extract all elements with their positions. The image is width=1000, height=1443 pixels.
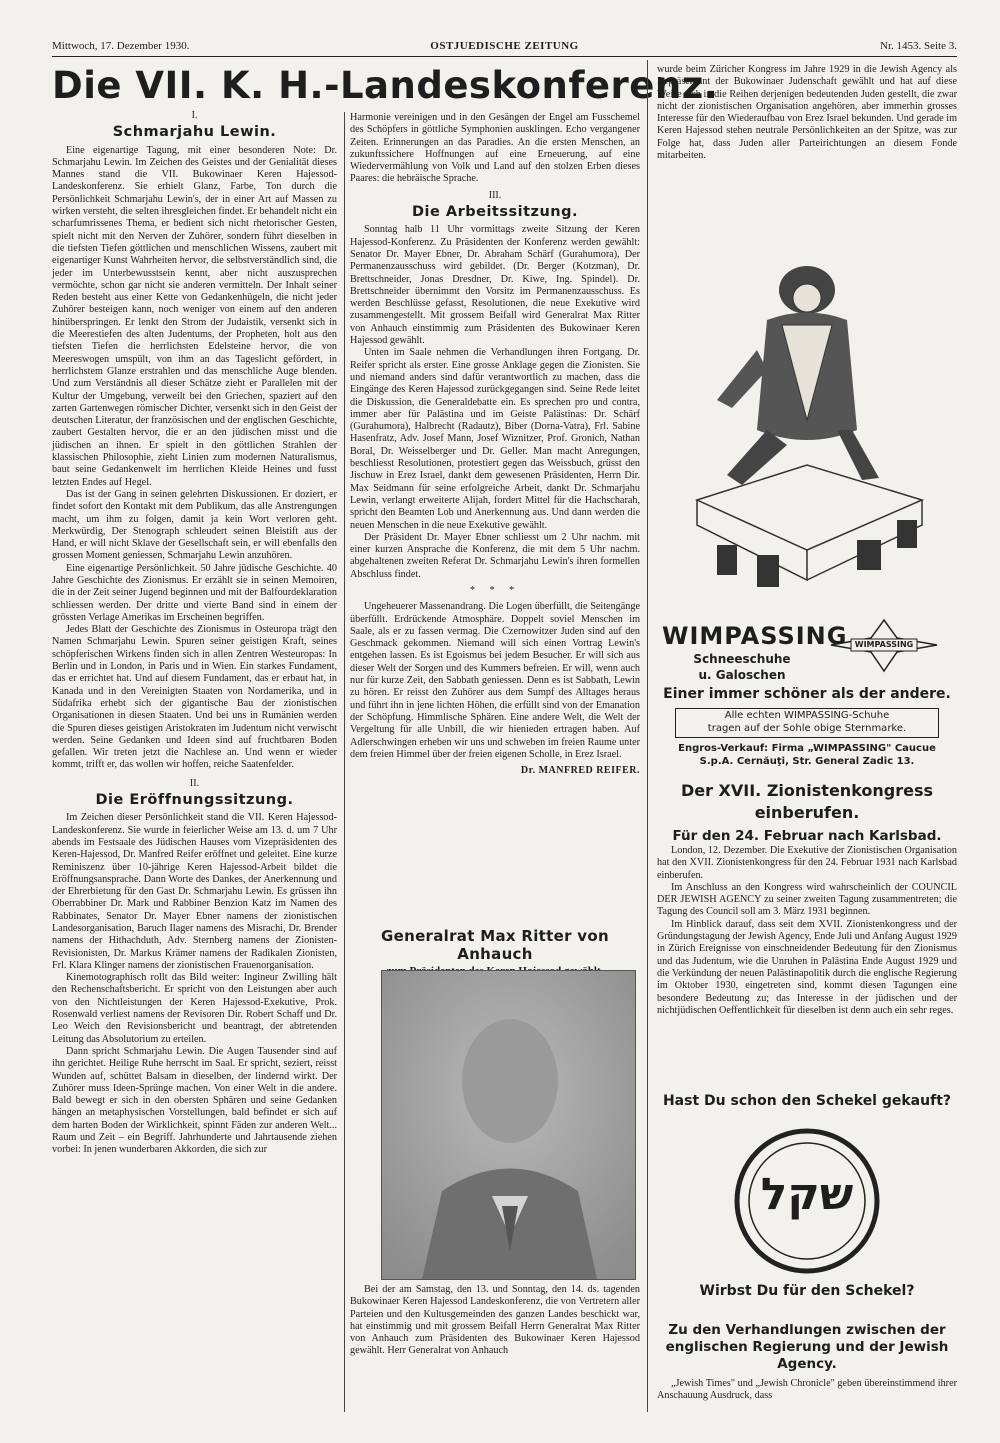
kongress-paragraph: Im Anschluss an den Kongress wird wahrscheinlich der COUNCIL DER JEWISH AGENCY zu seiner zweiten Tagung zusammentreten; die Tagung des Council soll am 3. März 1931 beginnen. — [657, 881, 957, 918]
shekel-advertisement — [657, 1085, 957, 1315]
shekel-bottom-text: Wirbst Du für den Schekel? — [699, 1283, 915, 1299]
star-badge-icon — [829, 618, 939, 673]
ritter-heading: Generalrat Max Ritter von Anhauch — [381, 927, 609, 963]
section-2-paragraph: Im Zeichen dieser Persönlichkeit stand die VII. Keren Hajessod-Landeskonferenz. Sie wurde in feierlicher Weise am 13. d. um 7 Uhr abends im Festsaale des Jüdischen Hauses vom Vizepräsidenten des Keren-Hajessod, Dr. Manfred Reifer eröffnet und geleitet. Eine kurze Reminiszenz über 10-jährige Keren Hajessod-Arbeit bildet die Eröffnungsansprache. Dann Worte des Dankes, der Anerkennung und der Ehrerbietung für den Gast Dr. Schmarjahu Lewin. Es grüssen ihn Oberrabbiner Dr. Mark und Rabbiner Benzion Katz im Namen des Rabbinates, Senator Dr. Mayer Ebner namens der zionistischen Landesorganisation, Baruch Ilager namens des Misrachi, Dr. Brender namens der Hithachduth, Adv. Sternberg namens der Zionisten-Revisionisten, Dr. Markus Krämer namens der Radikalen Zionisten, Frl. Klara Klinger namens der zionistischen Frauenorganisation. — [52, 812, 337, 971]
advertisement-illustration-icon — [657, 250, 957, 620]
section-divider-stars: * * * — [469, 584, 521, 596]
ad-line-2: u. Galoschen — [698, 668, 786, 682]
column-1 — [52, 108, 337, 1414]
section-3-paragraph: Sonntag halb 11 Uhr vormittags zweite Sitzung der Keren Hajessod-Konferenz. Zu Präsidenten der Konferenz werden gewählt: Senator Dr. Mayer Ebner, Dr. Abraham Schärf (Gurahumora), Der Permanenzausschuss wird gebildet. (Dr. Berger (Kotzman), Dr. Brettschneider, Jonas Dresdner, Dr. Kiwe, Ing. Spindel). Dr. Brettschneider übernimmt den Vorsitz im Permanenzausschuss. Es werden Beschlüsse gefasst, Resolutionen, die neue Exekutive wird zusammengestellt. Mit grossem Beifall wird Generalrat Max Ritter von Anhauch einstimmig zum Präsidenten des Bukowinaer Keren Hajessod gewählt. — [350, 224, 640, 347]
column-3-continuation-block — [657, 64, 957, 244]
ritter-caption-block — [350, 1284, 640, 1414]
ad-engros-line-2: S.p.A. Cernăuţi, Str. General Zadic 13. — [699, 756, 915, 767]
column-3-continuation: wurde beim Züricher Kongress im Jahre 1929 in die Jewish Agency als Repräsentant der Bukowinaer Judenschaft gewählt und hat auf diese Weise sich in die Reihen derjenigen bedeutenden Juden gestellt, die zwar nicht der zionistischen Organisation angehören, aber immerhin grosses Interesse für den Wiederaufbau von Erez Israel bekunden. Und gerade im Keren Hajessod stehen neutrale Persönlichkeiten an der Spitze, was zur Folge hat, dass Juden aller Parteirichtungen an diesem Fonde mitarbeiten. — [657, 64, 957, 162]
kongress-heading-block — [657, 780, 957, 845]
wimpassing-advertisement — [657, 250, 957, 795]
section-1-paragraph: Jedes Blatt der Geschichte des Zionismus in Osteuropa trägt den Namen Schmarjahu Lewin. Spuren seiner geistigen Kraft, seines schöpferischen Wirkens finden sich in allen Zentren Westeuropas: In Berlin und in London, in Paris und in Wien. Ein starkes Fundament, das er errichtet hat. Und auf diesem Fundament, das er erbaut hat, in Kanada und in den Vereinigten Staaten von Nordamerika, und in Südafrika erhebt sich der gigantische Bau der zionistischen Organisationen in diesen Staaten. Und bei uns in Rumänien werden die Spuren dieses geistigen Aristokraten im Judentum nicht verwischt werden. Seine Gedanken und Ideen sind auf fruchtbaren Boden gefallen. Wir treten jetzt die Nachlese an. Und wenn er wieder kommt, trifft er, das wollen wir hoffen, reiche Saatenfelder. — [52, 624, 337, 771]
column-2-continuation: Harmonie vereinigen und in den Gesängen der Engel am Fusschemel des Schöpfers in göttliche Symphonien ausklingen. Echo vergangener Zeiten. Erinnerungen an das Paradies. An die ersten Menschen, an zukunftssichere Hoffnungen auf eine Erneuerung, auf eine Wiedervermählung von Volk und Land auf den stolzen Erben dieses Paares: die hebräische Sprache. — [350, 112, 640, 185]
column-rule-2 — [647, 60, 648, 1412]
kongress-paragraph: Im Hinblick darauf, dass seit dem XVII. Zionistenkongress und der Gründungstagung der Jewish Agency, Ende Juli und Anfang August 1929 in Zürich Ereignisse von einschneidender Bedeutung für den Zionismus und das Judentum, wie die Unruhen in Palästina Ende August 1929 und die Verkündung der neuen Palästinapolitik durch die englische Regierung im Oktober 1930, eingetreten sind, kommt diesen Tagungen eine besondere Bedeutung zu; das Interesse in der jüdischen und der nichtjüdischen Oeffentlichkeit für dieselben ist denn auch ein sehr reges. — [657, 918, 957, 1016]
ad-slogan: Einer immer schöner als der andere. — [663, 686, 951, 702]
ad-info-line-1: Alle echten WIMPASSING-Schuhe — [724, 710, 890, 721]
main-headline: Die VII. K. H.-Landeskonferenz. — [52, 64, 719, 107]
section-2-paragraph: Dann spricht Schmarjahu Lewin. Die Augen Tausender sind auf ihn gerichtet. Heilige Ruhe herrscht im Saal. Er spricht, seziert, reisst Wunden auf, schüttet Balsam in dieselben, der lindernd wirkt. Der Zuhörer muss Ideen-Sprünge machen. Von einer Welt in die andere. Bald bewegt er sich in den obersten Sphären und seine Gedanken hängen an metaphysischen Vorstellungen, bald befindet er sich auf dem harten Boden der Wirklichkeit, spinnt Fäden zur anderen Welt... Raum und Zeit – ein Begriff. Jahrhunderte und Jahrtausende ziehen vorbei: In jenen wunderbaren Akkorden, die sich zur — [52, 1045, 337, 1156]
section-2-heading: Die Eröffnungssitzung. — [95, 792, 294, 809]
section-1-number: I. — [191, 110, 198, 121]
ritter-caption: Bei der am Samstag, den 13. und Sonntag, den 14. ds. tagenden Bukowinaer Keren Hajessod Landeskonferenz, die von Vertretern aller Parteien und den Kultusgemeinden des ganzen Landes beschickt war, hat einstimmig und mit grossem Beifall Herrn Generalrat Max Ritter von Anhauch zum Präsidenten des Bukowinaer Keren Hajessod gewählt. Herr Generalrat von Anhauch — [350, 1284, 640, 1357]
section-3-paragraph: Der Präsident Dr. Mayer Ebner schliesst um 2 Uhr nachm. mit einer kurzen Ansprache die Konferenz, die mit dem 5 Uhr nachm. abgehaltenen zweiten Referat Dr. Schmarjahu Lewin's ihren formellen Abschluss findet. — [350, 531, 640, 580]
header-rule — [52, 56, 957, 57]
shekel-hebrew-text: שקל — [760, 1169, 854, 1220]
header-paper-name: OSTJUEDISCHE ZEITUNG — [430, 40, 579, 52]
section-3-paragraph: Ungeheuerer Massenandrang. Die Logen überfüllt, die Seitengänge überfüllt. Erdrückende Atmosphäre. Doppelt soviel Menschen im Saale, als er zu fassen vermag. Die Czernowitzer Juden sind auf den Geschmack gekommen. Niemand will sich einen Vortrag Lewin's entgehen lassen. Es ist Egoismus bei jedem Besucher. Er will sich aus dieser Welt der Sorgen und des Kummers befreien. Er will, wenn auch nur für kurze Zeit, den Sabbath geniessen. Denn es ist Sabbath, Lewin zu hören. Er reisst den Zuhörer aus dem Sumpf des Alltages heraus und führt ihn in jene lichten Höhen, die erfüllt sind von der Emanation der Schöpfung. Himmlische Sphären. Eine andere Welt, die Welt der Vergeltung für alle Unbill, die wir hienieden ertragen haben. Auf Adlerschwingen erheben wir uns und schweben im freien Raume unter dem freien Himmel über der freien eigenen Scholle, in Erez Israel. — [350, 601, 640, 760]
section-1-paragraph: Eine eigenartige Tagung, mit einer besonderen Note: Dr. Schmarjahu Lewin. Im Zeichen des Geistes und der Genialität dieses Mannes stand die VII. Bukowinaer Keren Hajessod-Landeskonferenz. Sie erhielt Glanz, Farbe, Ton durch die Persönlichkeit Schmarjahu Lewin's, der in einer Art auf Massen zu wirken versteht, die selten ihresgleichen findet. Er behandelt nicht ein scharfumrissenes Thema, er bedient sich nicht rhetorischer Gesten, spielt nicht mit den Nerven der Zuhörer, sondern führt dieselben in die tiefsten Tiefen göttlichen und menschlichen Wissens, zaubert mit eigenartiger Kunst Wahrheiten hervor, die selbstverständlich sind, die jeder im Unterbewusstsein kennt, aber nicht auszusprechen vermöchte, schon gar nicht sie anderen vermitteln. Der Inhalt seiner Reden besteht aus einer Kette von Gedankenhügeln, die nicht jeder Zuhörer besteigen kann, noch weniger von einem auf den anderen hinüberspringen. Er lenkt den Strom der Judaistik, versenkt sich in die Meerestiefen des alten Judentums, der Propheten, holt aus den tiefsten Tiefen die herrlichsten Edelsteine hervor, die von Meereswogen umspült, von ihm an das Tageslicht gefördert, in herrlichstem Glanze erstrahlen und das menschliche Auge blenden. Und zum Verständnis all dieser Schätze zieht er Parallelen mit der Kultur der Umgebung, verweilt bei den Griechen, spaziert auf den zarten Gartenwegen römischer Dichter, versenkt sich in den Geist der deutschen Literatur, der französischen und der englischen Geschichte, zaubert Gestalten hervor, die er an den jüdischen misst und die jüdischen an ihnen. Er spielt in den göttlichen Strahlen der klassischen Philosophie, zieht Linien zum modernen Naturalismus, baut seine Gedankenwelt im herrlichen Kleide Heines und fusst letzten Endes auf Hegel. — [52, 144, 338, 488]
portrait-photo — [381, 970, 636, 1280]
header-page-info: Nr. 1453. Seite 3. — [880, 40, 957, 52]
section-2-number: II. — [189, 777, 200, 789]
shekel-top-text: Hast Du schon den Schekel gekauft? — [662, 1093, 952, 1109]
section-2-paragraph: Kinemotographisch rollt das Bild weiter: Ingineur Zwilling hält den Rechenschaftsbericht. Er spricht von den Leistungen aber auch von den Nichtleistungen der Keren Hajessod-Exekutive, Prok. Rosenwald verliest namens der Revisoren Dir. Robert Schaff und Dr. Leo Weich den Revisionsbericht und beantragt, der abtretenden Leitung das Absolutorium zu erteilen. — [52, 972, 337, 1045]
section-1-paragraph: Eine eigenartige Persönlichkeit. 50 Jahre jüdische Geschichte. 40 Jahre Geschichte des Zionismus. Er erzählt sie in seinen Memoiren, die in der Zeit seiner Jugend beginnen und mit der Balfourdeklaration schliessen werden. Der dritte und vierte Band sind in einem der grössten Verlage Amerikas im Erscheinen begriffen. — [52, 562, 337, 623]
section-3-paragraph: Unten im Saale nehmen die Verhandlungen ihren Fortgang. Dr. Reifer spricht als erster. Eine grosse Anklage gegen die Zionisten. Sie und niemand anders sind dafür verantwortlich zu machen, dass die Eingänge des Keren Hajessod zurückgegangen sind. Seine Rede leitet die Diskussion, die Generaldebatte ein. Es sprechen pro und contra, immer aber für Palästina und im Geiste Palästinas: Dr. Schärf (Gurahumora), Halbrecht (Radautz), Biber (Dorna-Vatra), Frl. Sabine Hasenfratz, Adv. Josef Mann, Josef Wiznitzer, Prof. Gronich, Nathan Boral, Dr. Weisselberger und Dr. Geller. Man macht Anregungen, beschliesst Resolutionen, protestiert gegen das Weissbuch, grüsst den Jischuw in Erez Israel, dankt dem gewesenen Präsidenten, Herrn Dir. Max Seidmann für seine erfolgreiche Arbeit, dankt Dr. Schmarjahu Lewin, verlangt erweiterte Alijah, fordert Mittel für die Hachscharah, spricht den Beamten Lob und Anerkennung aus. Und dann werden die neuen Menschen in die neue Exekutive gewählt. — [350, 347, 640, 531]
star-badge-text: WIMPASSING — [854, 640, 914, 649]
section-3-number: III. — [488, 189, 502, 201]
ad-engros — [657, 742, 957, 768]
kongress-subheading: Für den 24. Februar nach Karlsbad. — [672, 828, 942, 844]
kongress-paragraph: London, 12. Dezember. Die Exekutive der Zionistischen Organisation hat den XVII. Zionistenkongress für den 24. Februar 1931 nach Karlsbad einberufen. — [657, 845, 957, 881]
header-date: Mittwoch, 17. Dezember 1930. — [52, 40, 190, 52]
verhandlungen-article — [657, 1378, 957, 1414]
section-1-heading: Schmarjahu Lewin. — [112, 124, 277, 141]
portrait-figure-icon — [382, 971, 635, 1279]
kongress-article — [657, 845, 957, 1070]
kongress-heading: Der XVII. Zionistenkongress einberufen. — [680, 781, 934, 822]
section-1-paragraph: Das ist der Gang in seinen gelehrten Diskussionen. Er doziert, er findet sofort den Kontakt mit dem Publikum, das alle Anstrengungen macht, um ihm zu folgen, damit ja kein Wort verloren geht. Merkwürdig, Der Stenograph schleudert seinen Bleistift aus der Hand, er will nicht Sklave der Gesellschaft sein, er will ebenfalls den grossen Moment geniessen, Schmarjahu Lewin anzuhören. — [52, 488, 337, 562]
section-3-heading: Die Arbeitssitzung. — [411, 204, 578, 221]
ad-info-line-2: tragen auf der Sohle obige Sternmarke. — [707, 723, 907, 734]
verhandlungen-text: „Jewish Times" und „Jewish Chronicle" geben übereinstimmend ihrer Anschauung Ausdruck, dass — [657, 1378, 957, 1402]
column-2 — [350, 112, 640, 922]
page-header — [52, 40, 957, 56]
ad-info-box — [675, 708, 939, 738]
column-rule-1 — [344, 112, 345, 1412]
ad-engros-line-1: Engros-Verkauf: Firma „WIMPASSING" Caucue — [678, 743, 936, 754]
verhandlungen-heading: Zu den Verhandlungen zwischen der englischen Regierung und der Jewish Agency. — [665, 1322, 949, 1372]
ad-line-1: Schneeschuhe — [693, 652, 791, 666]
author-signature: Dr. MANFRED REIFER. — [520, 765, 640, 777]
ad-brand: WIMPASSING — [662, 622, 848, 650]
